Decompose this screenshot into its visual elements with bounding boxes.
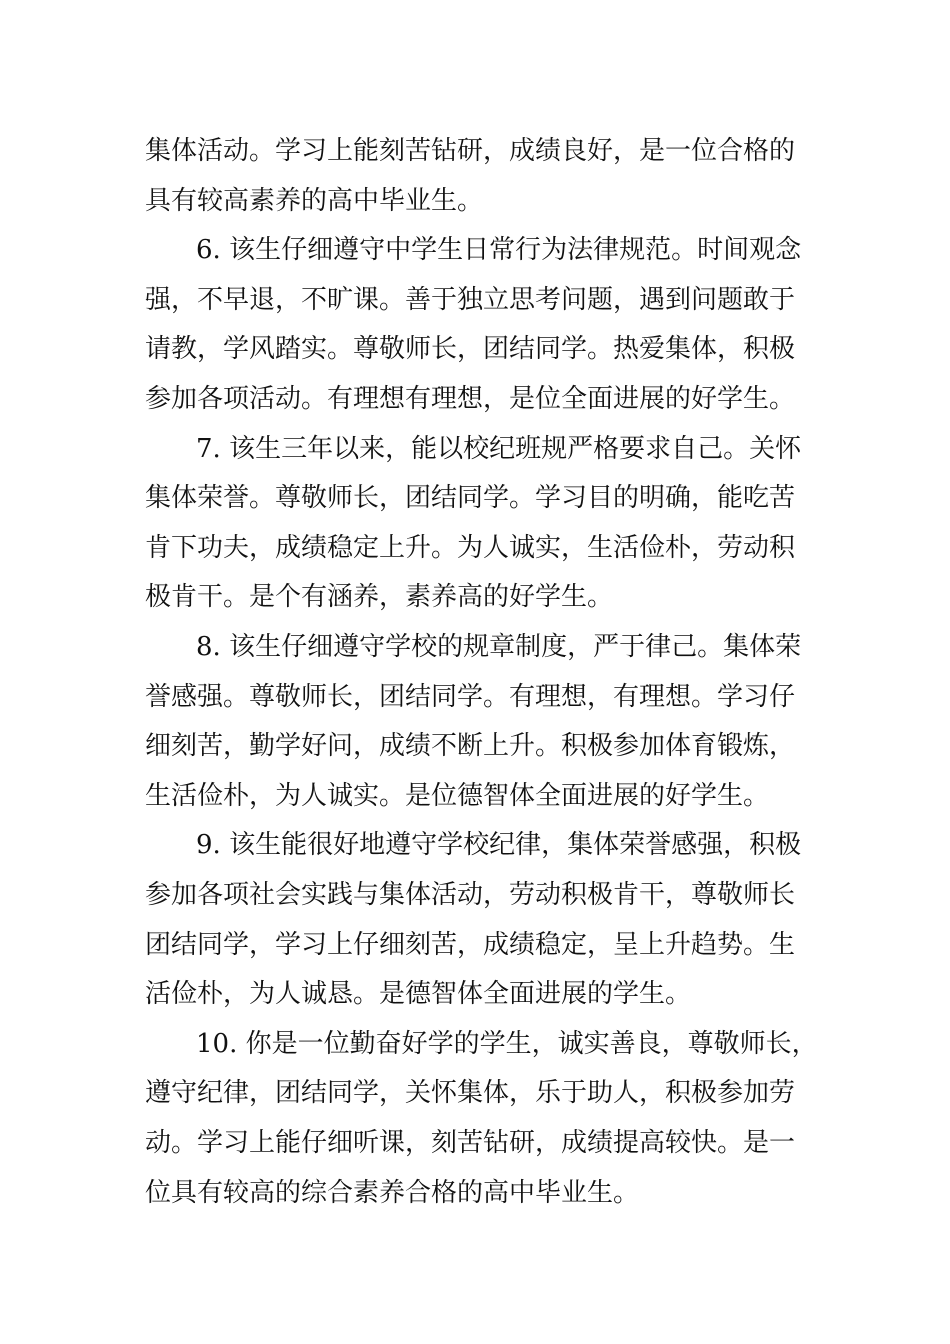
text-line: 生活俭朴，为人诚实。是位德智体全面进展的好学生。 [145, 781, 770, 811]
text-line: 参加各项活动。有理想有理想，是位全面进展的好学生。 [145, 384, 796, 414]
text-line: 请教，学风踏实。尊敬师长，团结同学。热爱集体，积极 [145, 334, 796, 364]
text-line: 肯下功夫，成绩稳定上升。为人诚实，生活俭朴，劳动积 [145, 533, 796, 563]
paragraph-start-line: 7. 该生三年以来，能以校纪班规严格要求自己。关怀 [196, 434, 802, 464]
text-line: 极肯干。是个有涵养，素养高的好学生。 [145, 582, 614, 612]
text-line: 集体荣誉。尊敬师长，团结同学。学习目的明确，能吃苦 [145, 483, 796, 513]
text-line: 位具有较高的综合素养合格的高中毕业生。 [145, 1178, 640, 1208]
text-line: 强，不早退，不旷课。善于独立思考问题，遇到问题敢于 [145, 285, 796, 315]
text-line: 誉感强。尊敬师长，团结同学。有理想，有理想。学习仔 [145, 682, 796, 712]
text-line: 具有较高素养的高中毕业生。 [145, 186, 484, 216]
text-line: 遵守纪律，团结同学，关怀集体，乐于助人，积极参加劳 [145, 1078, 796, 1108]
paragraph-start-line: 8. 该生仔细遵守学校的规章制度，严于律己。集体荣 [196, 632, 802, 662]
paragraph-start-line: 6. 该生仔细遵守中学生日常行为法律规范。时间观念 [196, 235, 802, 265]
text-line: 集体活动。学习上能刻苦钻研，成绩良好，是一位合格的 [145, 136, 796, 166]
text-line: 参加各项社会实践与集体活动，劳动积极肯干，尊敬师长 [145, 880, 796, 910]
text-line: 活俭朴，为人诚恳。是德智体全面进展的学生。 [145, 979, 692, 1009]
text-line: 动。学习上能仔细听课，刻苦钻研，成绩提高较快。是一 [145, 1128, 796, 1158]
paragraph-start-line: 9. 该生能很好地遵守学校纪律，集体荣誉感强，积极 [196, 830, 802, 860]
text-line: 细刻苦，勤学好问，成绩不断上升。积极参加体育锻炼， [145, 731, 796, 761]
text-line: 团结同学，学习上仔细刻苦，成绩稳定，呈上升趋势。生 [145, 930, 796, 960]
paragraph-start-line: 10. 你是一位勤奋好学的学生，诚实善良，尊敬师长， [196, 1029, 818, 1059]
